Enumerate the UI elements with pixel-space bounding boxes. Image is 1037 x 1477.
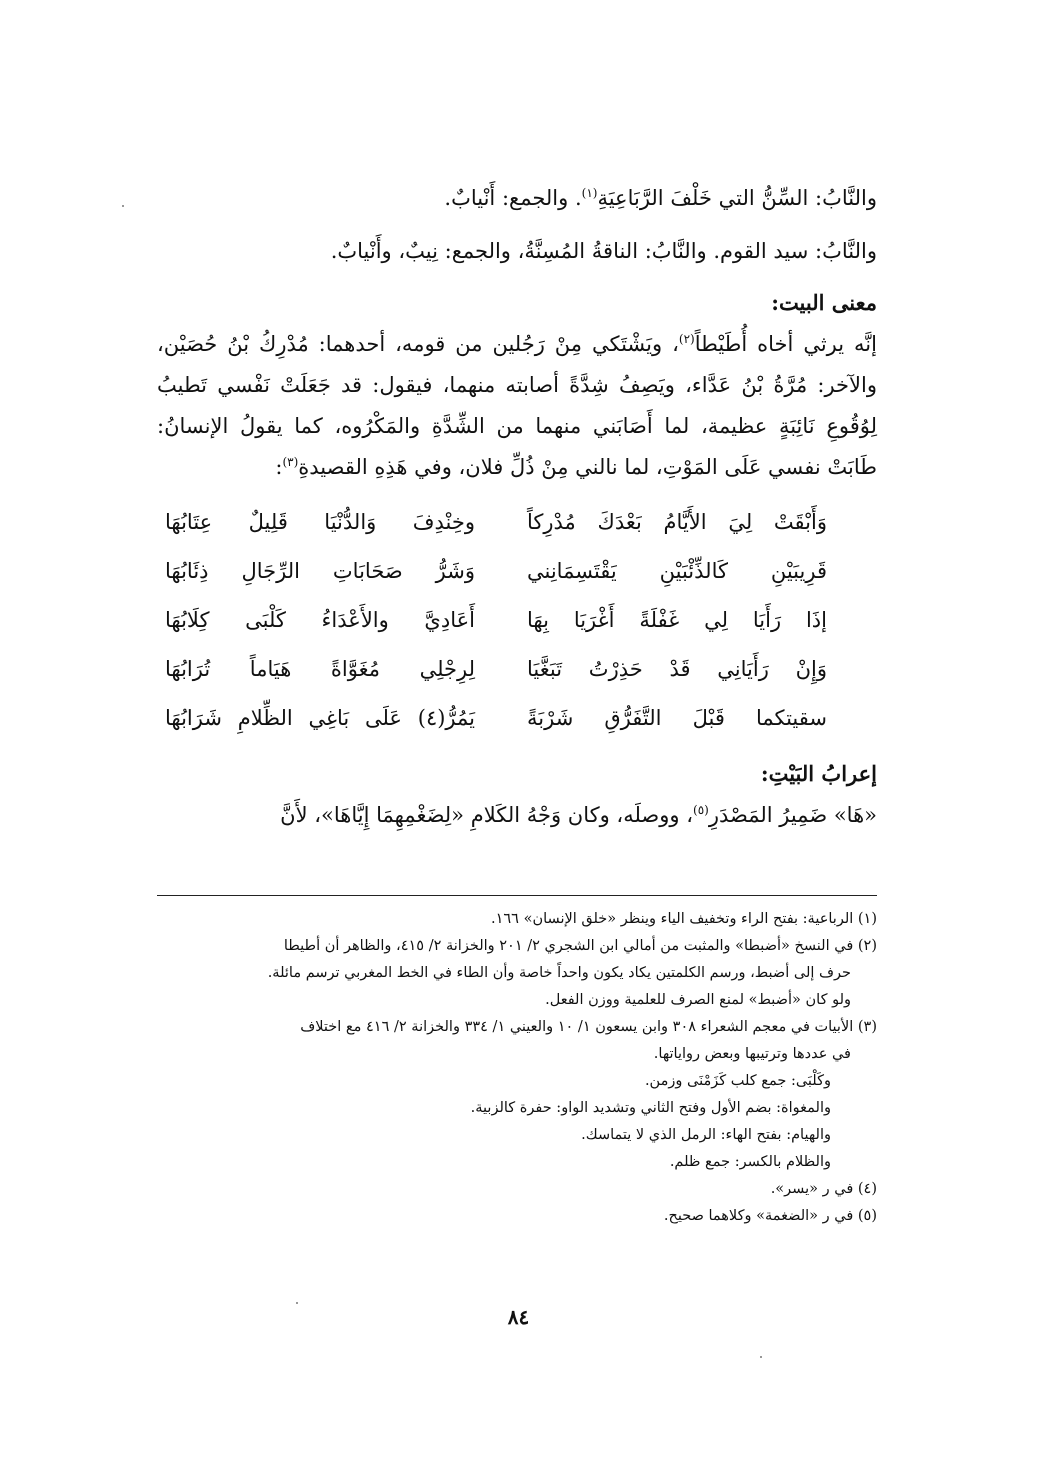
verse-hemistich-second: [165, 694, 475, 743]
verse: [157, 547, 827, 596]
footnote-marker-4[interactable]: يَمُرُّ(٤): [417, 706, 475, 730]
footnotes: [157, 906, 877, 1230]
footnote-3-gloss: والظلام بالكسر: جمع ظلم.: [669, 1154, 831, 1170]
verse: [157, 645, 827, 694]
verse: [157, 498, 827, 547]
meaning-paragraph: [157, 324, 877, 488]
footnote-3-gloss: وكَلْبَى: جمع كلب كَزَمْنَى وزمن.: [644, 1073, 831, 1089]
footnote-marker-5[interactable]: (٥): [693, 803, 709, 817]
footnote-4: (٤) في ر «يسر».: [770, 1181, 877, 1197]
footnote-2-cont: ولو كان «أضبط» لمنع الصرف للعلمية ووزن الفعل.: [545, 992, 851, 1008]
footnote-1: (١) الرباعية: بفتح الراء وتخفيف الياء وينظر «خلق الإنسان» ١٦٦.: [491, 911, 877, 927]
footnote-5: (٥) في ر «الضغمة» وكلاهما صحيح.: [663, 1208, 877, 1224]
lexicon-line-1: [157, 178, 877, 219]
verse-hemistich-first: قَرِيبَيْنِ كَالذِّئْبَيْنِ يَقْتَسِمَانِني: [527, 559, 827, 583]
meaning-text-1: إنَّه يرثي أخاه أُطَيْطاً: [694, 332, 877, 356]
footnote-2: (٢) في النسخ «أضبطا» والمثبت من أمالي ابن الشجري ٢/ ٢٠١ والخزانة ٢/ ٤١٥، والظاهر أن أطيطا: [283, 938, 877, 954]
verse-hemistich-first: سقيتكما قَبْلَ التَّفَرُّقِ شَرْبَةً: [527, 706, 827, 730]
poem: [157, 498, 877, 743]
verse: [157, 694, 827, 743]
footnote-marker-3[interactable]: (٣): [282, 455, 299, 469]
irab-heading: إعرابُ البَيْتِ:: [760, 761, 877, 786]
footnote-3-cont: في عددها وترتيبها وبعض رواياتها.: [653, 1046, 851, 1062]
irab-paragraph: [157, 795, 877, 836]
footnote-marker-2[interactable]: (٢): [678, 332, 695, 346]
verse-hemistich-first: وَأَبْقَتْ لِيَ الأَيَّامُ بَعْدَكَ مُدْرِكاً: [527, 510, 827, 534]
irab-text-1: «هَا» ضَمِيرُ المَصْدَرِ: [708, 803, 877, 827]
scan-speck: [122, 205, 124, 207]
footnote-3-gloss: والهيام: بفتح الهاء: الرمل الذي لا يتماسك.: [581, 1127, 831, 1143]
footnote-3-gloss: والمغواة: بضم الأول وفتح الثاني وتشديد الواو: حفرة كالزبية.: [470, 1100, 831, 1116]
main-text: [157, 178, 877, 836]
lexicon-line-2: والنَّابُ: سيد القوم. والنَّابُ: الناقةُ المُسِنَّةُ، والجمع: نِيبٌ، وأَنْيابٌ.: [330, 239, 877, 263]
meaning-text-2: ، ويَشْتَكي مِنْ رَجُلين من قومه، أحدهما: مُدْرِكُ بْنُ حُصَيْن، والآخر: مُرَّةُ بْنُ عَدَّاء، ويَصِفُ شِدَّةً أصابته منهما، فيقول: قد جَعَلَتْ نَفْسي تَطيبُ لِوُقُوعِ نَائِبَةٍ عظيمة، لما أَصَابَني منهما من الشِّدَّةِ والمَكْرُوه، كما يقولُ الإنسانُ: طَابَتْ نفسي عَلَى المَوْتِ، لما نالني مِنْ ذُلِّ فلان، وفي هَذِهِ القصيدةِ: [157, 332, 878, 479]
meaning-heading: معنى البيت:: [771, 290, 877, 315]
verse-hemistich-second-text: عَلَى بَاغِي الظِّلامِ شَرَابُهَا: [165, 706, 402, 730]
verse-hemistich-first: وَإِنْ رَأَيَانِي قَدْ حَذِرْتُ تَبَغَّيَا: [527, 657, 827, 681]
meaning-text-3: :: [275, 455, 283, 479]
verse: [157, 596, 827, 645]
footnote-marker-1[interactable]: (١): [581, 186, 598, 200]
lexicon-line-1-text: والنَّابُ: السِّنُّ التي خَلْفَ الرَّبَاعِيَةِ: [597, 186, 877, 210]
footnote-3: (٣) الأبيات في معجم الشعراء ٣٠٨ وابن يسعون ١/ ١٠ والعيني ١/ ٣٣٤ والخزانة ٢/ ٤١٦ مع اختلاف: [300, 1019, 877, 1035]
verse-hemistich-second: أَعَادِيَّ والأَعْدَاءُ كَلْبَى كِلَابُهَا: [165, 608, 475, 632]
verse-hemistich-second: وَشَرُّ صَحَابَاتِ الرِّجَالِ ذِئَابُهَا: [165, 559, 475, 583]
page-number: ٨٤: [507, 1305, 530, 1329]
irab-text-2: ، ووصلَه، وكان وَجْهُ الكَلامِ «لِضَغْمِهِمَا إِيَّاهَا»، لأَنَّ: [280, 803, 693, 827]
verse-hemistich-second: لِرِجْلِي مُغَوَّاةً هَيَاماً تُرَابُهَا: [165, 657, 475, 681]
scan-speck: [296, 1302, 298, 1304]
lexicon-line-1-end: . والجمع: أَنْيابٌ.: [444, 186, 582, 210]
footnote-divider: [157, 895, 877, 896]
scan-speck: [760, 1356, 762, 1358]
verse-hemistich-second: وخِنْدِفَ وَالدُّنْيَا قَلِيلٌ عِتَابُهَا: [165, 510, 475, 534]
footnote-2-cont: حرف إلى أضبط، ورسم الكلمتين يكاد يكون واحداً خاصة وأن الطاء في الخط المغربي ترسم مائلة.: [267, 965, 851, 981]
verse-hemistich-first: إذَا رَأَيَا لِي غَفْلَةً أَغْرَيَا بِهَا: [527, 608, 827, 632]
